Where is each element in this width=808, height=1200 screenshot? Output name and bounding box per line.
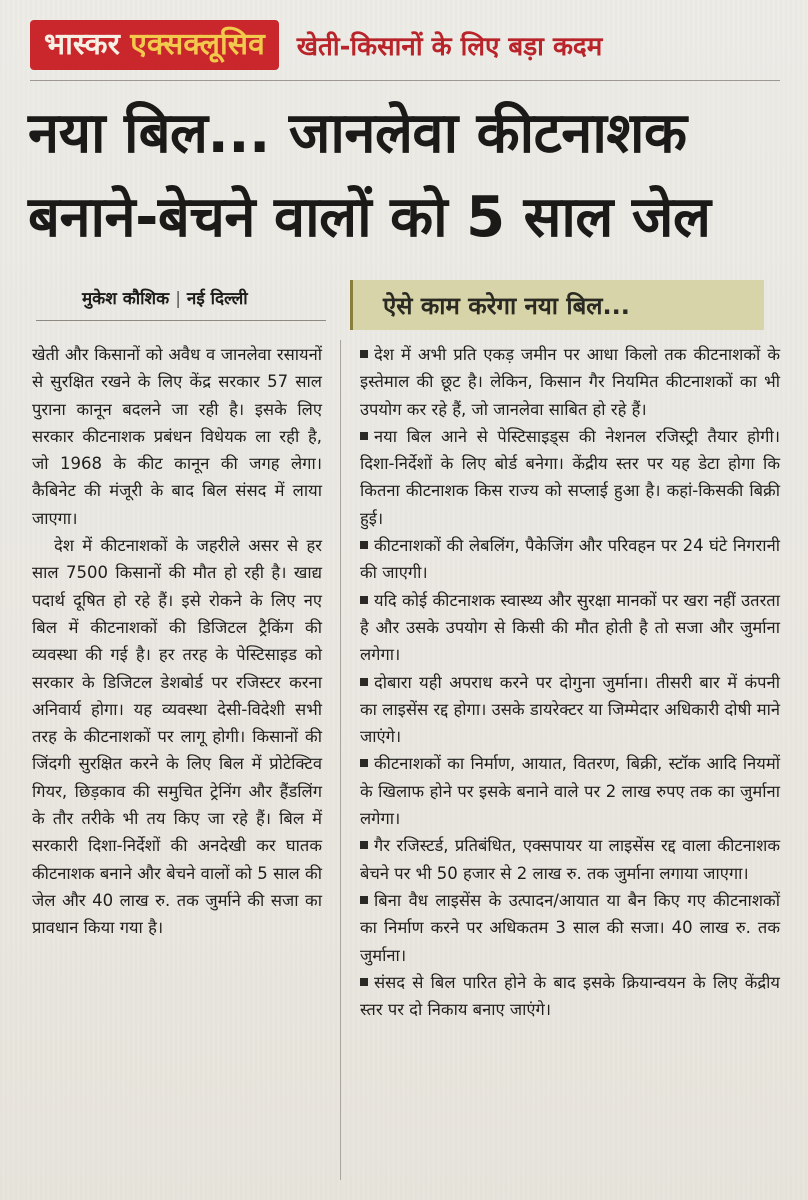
byline-rule xyxy=(36,320,326,321)
story-paragraph-1: खेती और किसानों को अवैध व जानलेवा रसायनों से सुरक्षित रखने के लिए केंद्र सरकार 57 साल पुराना कानून बदलने जा रही है। इसके लिए सरकार कीटनाशक प्रबंधन विधेयक ला रही है, जो 1968 के कीट कानून की जगह लेगा। कैबिनेट की मंजूरी के बाद बिल संसद में लाया जाएगा। xyxy=(32,345,322,528)
column-divider xyxy=(340,340,341,1180)
point-item xyxy=(360,423,780,532)
exclusive-tag xyxy=(30,20,279,70)
bullet-icon xyxy=(360,541,368,549)
bullet-icon xyxy=(360,759,368,767)
point-text: कीटनाशकों की लेबलिंग, पैकेजिंग और परिवहन पर 24 घंटे निगरानी की जाएगी। xyxy=(360,536,780,583)
top-rule xyxy=(30,80,780,81)
point-text: नया बिल आने से पेस्टिसाइड्स की नेशनल रजिस्ट्री तैयार होगी। दिशा-निर्देशों के लिए बोर्ड बनेगा। केंद्रीय स्तर पर यह डेटा होगा कि कितना कीटनाशक किस राज्य को सप्लाई हुआ है। कहां-किसकी बिक्री हुई। xyxy=(360,426,780,528)
point-item xyxy=(360,750,780,832)
bullet-icon xyxy=(360,841,368,849)
kicker-text: खेती-किसानों के लिए बड़ा कदम xyxy=(296,32,603,62)
point-text: दोबारा यही अपराध करने पर दोगुना जुर्माना। तीसरी बार में कंपनी का लाइसेंस रद्द होगा। उसके डायरेक्टर या जिम्मेदार अधिकारी दोषी माने जाएंगे। xyxy=(360,672,780,747)
point-text: यदि कोई कीटनाशक स्वास्थ्य और सुरक्षा मानकों पर खरा नहीं उतरता है और उसके उपयोग से किसी की मौत होती है तो सजा और जुर्माना लगेगा। xyxy=(360,590,780,665)
headline xyxy=(28,92,788,260)
brand-name: भास्कर xyxy=(44,27,120,62)
point-item xyxy=(360,587,780,669)
headline-line-2: बनाने-बेचने वालों को 5 साल जेल xyxy=(28,185,711,250)
point-text: कीटनाशकों का निर्माण, आयात, वितरण, बिक्री, स्टॉक आदि नियमों के खिलाफ होने पर इसके बनाने वाले पर 2 लाख रुपए तक का जुर्माना लगेगा। xyxy=(360,754,780,829)
story-paragraph-2: देश में कीटनाशकों के जहरीले असर से हर साल 7500 किसानों की मौत हो रही है। खाद्य पदार्थ दूषित हो रहे हैं। इसे रोकने के लिए नए बिल में कीटनाशकों की डिजिटल ट्रैकिंग की व्यवस्था की गई है। हर तरह के पेस्टिसाइड को सरकार के डिजिटल डेशबोर्ड पर रजिस्टर करना अनिवार्य होगा। यह व्यवस्था देसी-विदेशी सभी तरह के कीटनाशकों पर लागू होगी। किसानों की जिंदगी सुरक्षित करने के लिए बिल में प्रोटेक्टिव गियर, छिड़काव की समुचित ट्रेनिंग और हैंडलिंग के तौर तरीके भी तय किए जा रहे हैं। बिल में सरकारी दिशा-निर्देशों की अनदेखी कर घातक कीटनाशक बनाने और बेचने वालों को 5 साल की जेल और 40 लाख रु. तक जुर्माने की सजा का प्रावधान किया गया है। xyxy=(32,536,322,938)
section-banner xyxy=(30,20,602,70)
box-title: ऐसे काम करेगा नया बिल... xyxy=(350,280,764,330)
point-item xyxy=(360,532,780,587)
bullet-icon xyxy=(360,978,368,986)
byline-separator: | xyxy=(175,289,181,309)
bullet-icon xyxy=(360,432,368,440)
point-text: गैर रजिस्टर्ड, प्रतिबंधित, एक्सपायर या लाइसेंस रद्द वाला कीटनाशक बेचने पर भी 50 हजार से 2 लाख रु. तक जुर्माना लगाया जाएगा। xyxy=(360,836,780,883)
exclusive-label: एक्सक्लूसिव xyxy=(130,27,265,62)
bullet-icon xyxy=(360,896,368,904)
byline-author: मुकेश कौशिक xyxy=(82,289,170,309)
point-item xyxy=(360,832,780,887)
story-column xyxy=(32,341,322,942)
bullet-icon xyxy=(360,350,368,358)
point-item xyxy=(360,887,780,969)
points-column xyxy=(360,341,780,1023)
bullet-icon xyxy=(360,596,368,604)
point-text: संसद से बिल पारित होने के बाद इसके क्रियान्वयन के लिए केंद्रीय स्तर पर दो निकाय बनाए जाएंगे। xyxy=(360,972,780,1020)
point-text: देश में अभी प्रति एकड़ जमीन पर आधा किलो तक कीटनाशकों के इस्तेमाल की छूट है। लेकिन, किसान गैर नियमित कीटनाशकों का भी उपयोग कर रहे हैं, जो जानलेवा साबित हो रहे हैं। xyxy=(360,345,780,419)
bullet-icon xyxy=(360,678,368,686)
headline-line-1: नया बिल... जानलेवा कीटनाशक xyxy=(28,101,687,166)
byline-location: नई दिल्ली xyxy=(186,289,248,309)
point-item xyxy=(360,341,780,423)
byline xyxy=(82,286,248,309)
point-text: बिना वैध लाइसेंस के उत्पादन/आयात या बैन किए गए कीटनाशकों का निर्माण करने पर अधिकतम 3 साल की सजा। 40 लाख रु. तक जुर्माना। xyxy=(360,890,780,965)
point-item xyxy=(360,969,780,1024)
point-item xyxy=(360,669,780,751)
